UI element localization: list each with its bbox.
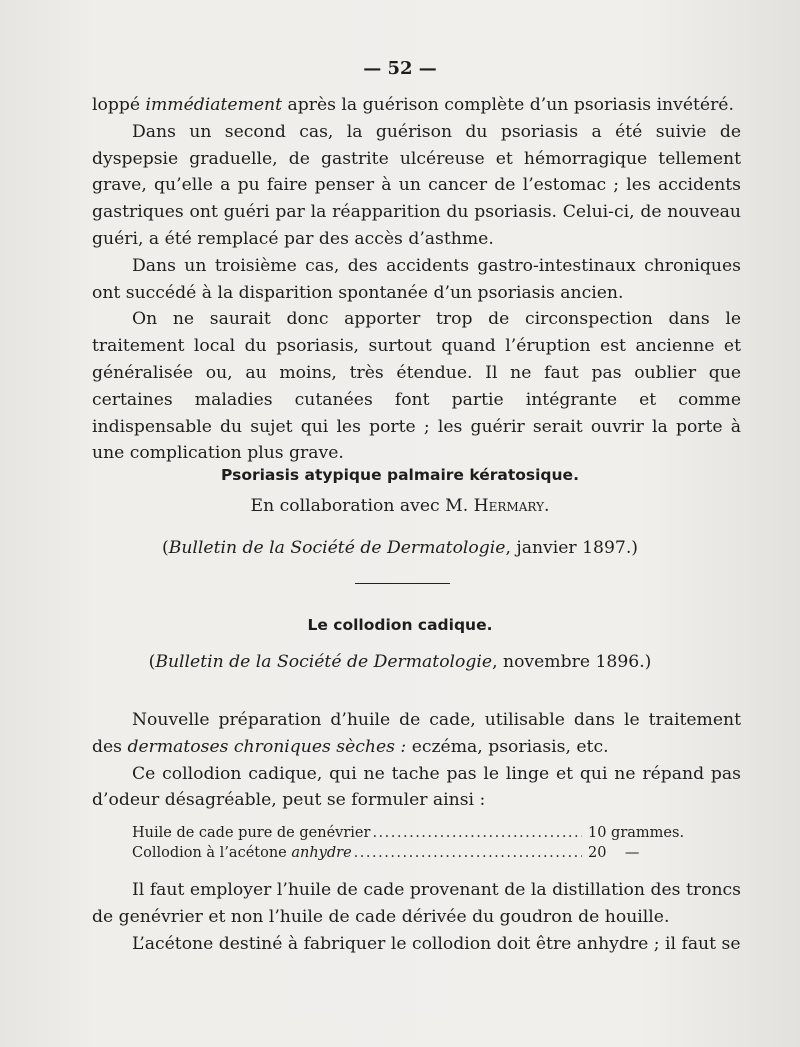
section-divider <box>355 583 450 584</box>
body-text-bottom <box>92 877 741 957</box>
paragraph: L’acétone destiné à fabriquer le collodion doit être anhydre ; il faut se <box>132 933 741 954</box>
bulletin-reference: (Bulletin de la Société de Dermatologie, janvier 1897.) <box>162 538 638 558</box>
leader-dots <box>372 823 582 843</box>
paragraph-continuation: loppé immédiatement après la guérison complète d’un psoriasis invétéré. <box>92 95 734 115</box>
paragraph: Ce collodion cadique, qui ne tache pas le linge et qui ne répand pas d’odeur désagréable, peut se formuler ainsi : <box>92 763 741 811</box>
section-title: Psoriasis atypique palmaire kératosique. <box>221 466 579 484</box>
recipe-row: Collodion à l’acétone anhydre ..... 20 — <box>132 843 692 863</box>
bulletin-reference: (Bulletin de la Société de Dermatologie, novembre 1896.) <box>148 652 652 672</box>
recipe-quantity: 20 — <box>588 845 640 861</box>
paragraph: Nouvelle préparation d’huile de cade, utilisable dans le traitement des dermatoses chroniques sèches : eczéma, psoriasis, etc. <box>92 710 741 757</box>
collaboration-line: En collaboration avec M. Hermary. <box>250 496 550 516</box>
paragraph: Dans un second cas, la guérison du psoriasis a été suivie de dyspepsie graduelle, de gastrite ulcéreuse et hémorragique tellement grave, qu’elle a pu faire penser à un cancer de l’estomac ; les accidents gastriques ont guéri par la réapparition du psoriasis. Celui-ci, de nouveau guéri, a été remplacé par des accès d’asthme. <box>92 121 741 249</box>
page-number: — 52 — <box>363 58 437 79</box>
recipe-row: Huile de cade pure de genévrier ..... 10 grammes. <box>132 823 692 843</box>
paragraph: On ne saurait donc apporter trop de circonspection dans le traitement local du psoriasis, surtout quand l’éruption est ancienne et généralisée ou, au moins, très étendue. Il ne faut pas oublier que certaines maladies cutanées font partie intégrante et comme indispensable du sujet qui les porte ; les guérir serait ouvrir la porte à une complication plus grave. <box>92 309 741 464</box>
paragraph: Il faut employer l’huile de cade provenant de la distillation des troncs de genévrier et non l’huile de cade dérivée du goudron de houille. <box>92 880 741 927</box>
body-text-middle <box>92 707 741 814</box>
leader-dots <box>354 843 582 863</box>
recipe-quantity: 10 grammes. <box>588 825 685 841</box>
body-text-top <box>92 92 741 467</box>
paragraph: Dans un troisième cas, des accidents gastro-intestinaux chroniques ont succédé à la disparition spontanée d’un psoriasis ancien. <box>92 255 741 303</box>
recipe-list <box>132 823 692 863</box>
section-title: Le collodion cadique. <box>307 616 493 634</box>
